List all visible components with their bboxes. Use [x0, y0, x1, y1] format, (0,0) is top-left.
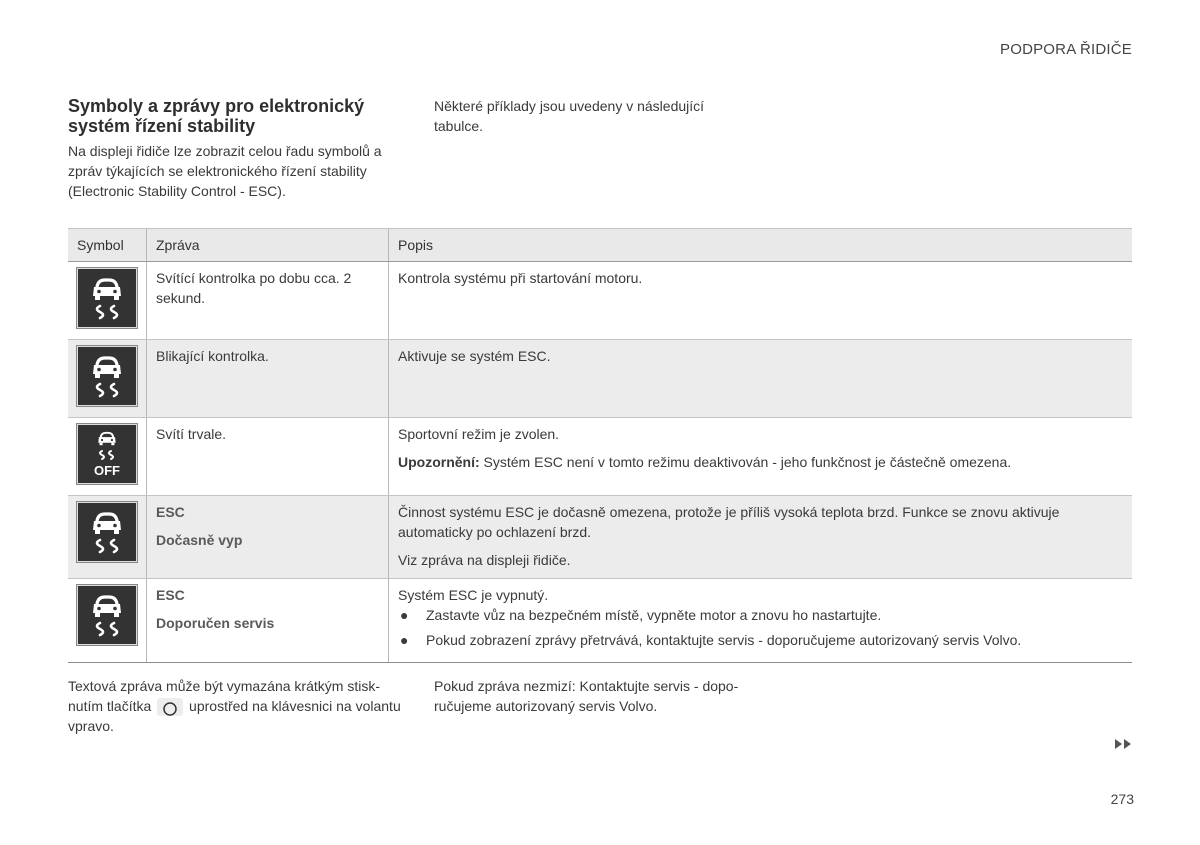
- description-text: Systém ESC je vypnutý.: [398, 587, 549, 603]
- column-header-description: Popis: [389, 229, 1133, 262]
- symbol-table: [68, 228, 1132, 663]
- table-row: [68, 496, 1132, 579]
- message-cell: [147, 579, 389, 663]
- footnote-left-text: uprostřed na klávesnici na volantu vpravo.: [68, 698, 401, 735]
- description-cell: [389, 579, 1133, 663]
- message-text: Blikající kontrolka.: [156, 348, 269, 364]
- description-text: Činnost systému ESC je dočasně omezena, protože je příliš vysoká teplota brzd. Funkce se znovu aktivuje automaticky po ochlazení brzd.: [398, 504, 1060, 540]
- description-cell: [389, 340, 1133, 418]
- list-item: [398, 630, 1123, 650]
- warning-note: [398, 452, 1123, 472]
- symbol-cell: [68, 340, 147, 418]
- description-text: Kontrola systému při startování motoru.: [398, 270, 643, 286]
- section-title: PODPORA ŘIDIČE: [1000, 41, 1132, 58]
- list-item: [398, 605, 1123, 625]
- list-item-text: Pokud zobrazení zprávy přetrvává, kontaktujte servis - doporučujeme autorizovaný servis Volvo.: [426, 632, 1022, 648]
- message-cell: [147, 340, 389, 418]
- message-title: ESC: [156, 504, 185, 520]
- circle-button-icon: [157, 698, 183, 716]
- message-subtitle: Doporučen servis: [156, 615, 275, 631]
- bullet-icon: ●: [400, 632, 409, 648]
- message-text: Svítí trvale.: [156, 426, 227, 442]
- esc-skid-icon: [77, 346, 137, 406]
- symbol-cell: [68, 579, 147, 663]
- table-row: [68, 262, 1132, 340]
- column-header-message: Zpráva: [147, 229, 389, 262]
- page-number: 273: [1110, 791, 1134, 807]
- message-cell: [147, 262, 389, 340]
- description-note: Viz zpráva na displeji řidiče.: [398, 552, 571, 568]
- intro-text-right: Některé příklady jsou uvedeny v následující tabulce.: [434, 98, 705, 134]
- esc-off-icon: [77, 424, 137, 484]
- symbol-cell: [68, 418, 147, 496]
- intro-text: Na displeji řidiče lze zobrazit celou řadu symbolů a zpráv týkajících se elektronického řízení stability (Electronic Stability Control - ESC).: [68, 143, 382, 199]
- description-cell: [389, 262, 1133, 340]
- footnote-right: Pokud zpráva nezmizí: Kontaktujte servis - doporučujeme autorizovaný servis Volvo.: [434, 678, 739, 714]
- message-cell: [147, 496, 389, 579]
- footnote-left-text: Textová zpráva může být vymazána krátkým stisknutím tlačítka: [68, 678, 380, 714]
- esc-skid-icon: [77, 585, 137, 645]
- description-text: Sportovní režim je zvolen.: [398, 426, 560, 442]
- symbol-cell: [68, 262, 147, 340]
- table-row: [68, 340, 1132, 418]
- message-text: Svítící kontrolka po dobu cca. 2 sekund.: [156, 270, 352, 306]
- double-arrow-right-icon: [1114, 737, 1134, 749]
- description-cell: [389, 418, 1133, 496]
- warning-label: Upozornění:: [398, 454, 480, 470]
- symbol-cell: [68, 496, 147, 579]
- description-text: Aktivuje se systém ESC.: [398, 348, 551, 364]
- esc-skid-icon: [77, 268, 137, 328]
- warning-text: Systém ESC není v tomto režimu deaktivován - jeho funkčnost je částečně omezena.: [479, 454, 1012, 470]
- message-cell: [147, 418, 389, 496]
- footnote-left: [68, 676, 403, 736]
- table-row: [68, 418, 1132, 496]
- table-row: [68, 579, 1132, 663]
- section-heading: Symboly a zprávy pro elektronický systém řízení stability: [68, 96, 365, 136]
- column-header-symbol: Symbol: [68, 229, 147, 262]
- bullet-icon: ●: [400, 607, 409, 623]
- message-title: ESC: [156, 587, 185, 603]
- message-subtitle: Dočasně vyp: [156, 532, 243, 548]
- list-item-text: Zastavte vůz na bezpečném místě, vypněte motor a znovu ho nastartujte.: [426, 607, 882, 623]
- esc-skid-icon: [77, 502, 137, 562]
- esc-off-icon-label: OFF: [94, 463, 120, 478]
- description-cell: [389, 496, 1133, 579]
- table-header-row: [68, 229, 1132, 262]
